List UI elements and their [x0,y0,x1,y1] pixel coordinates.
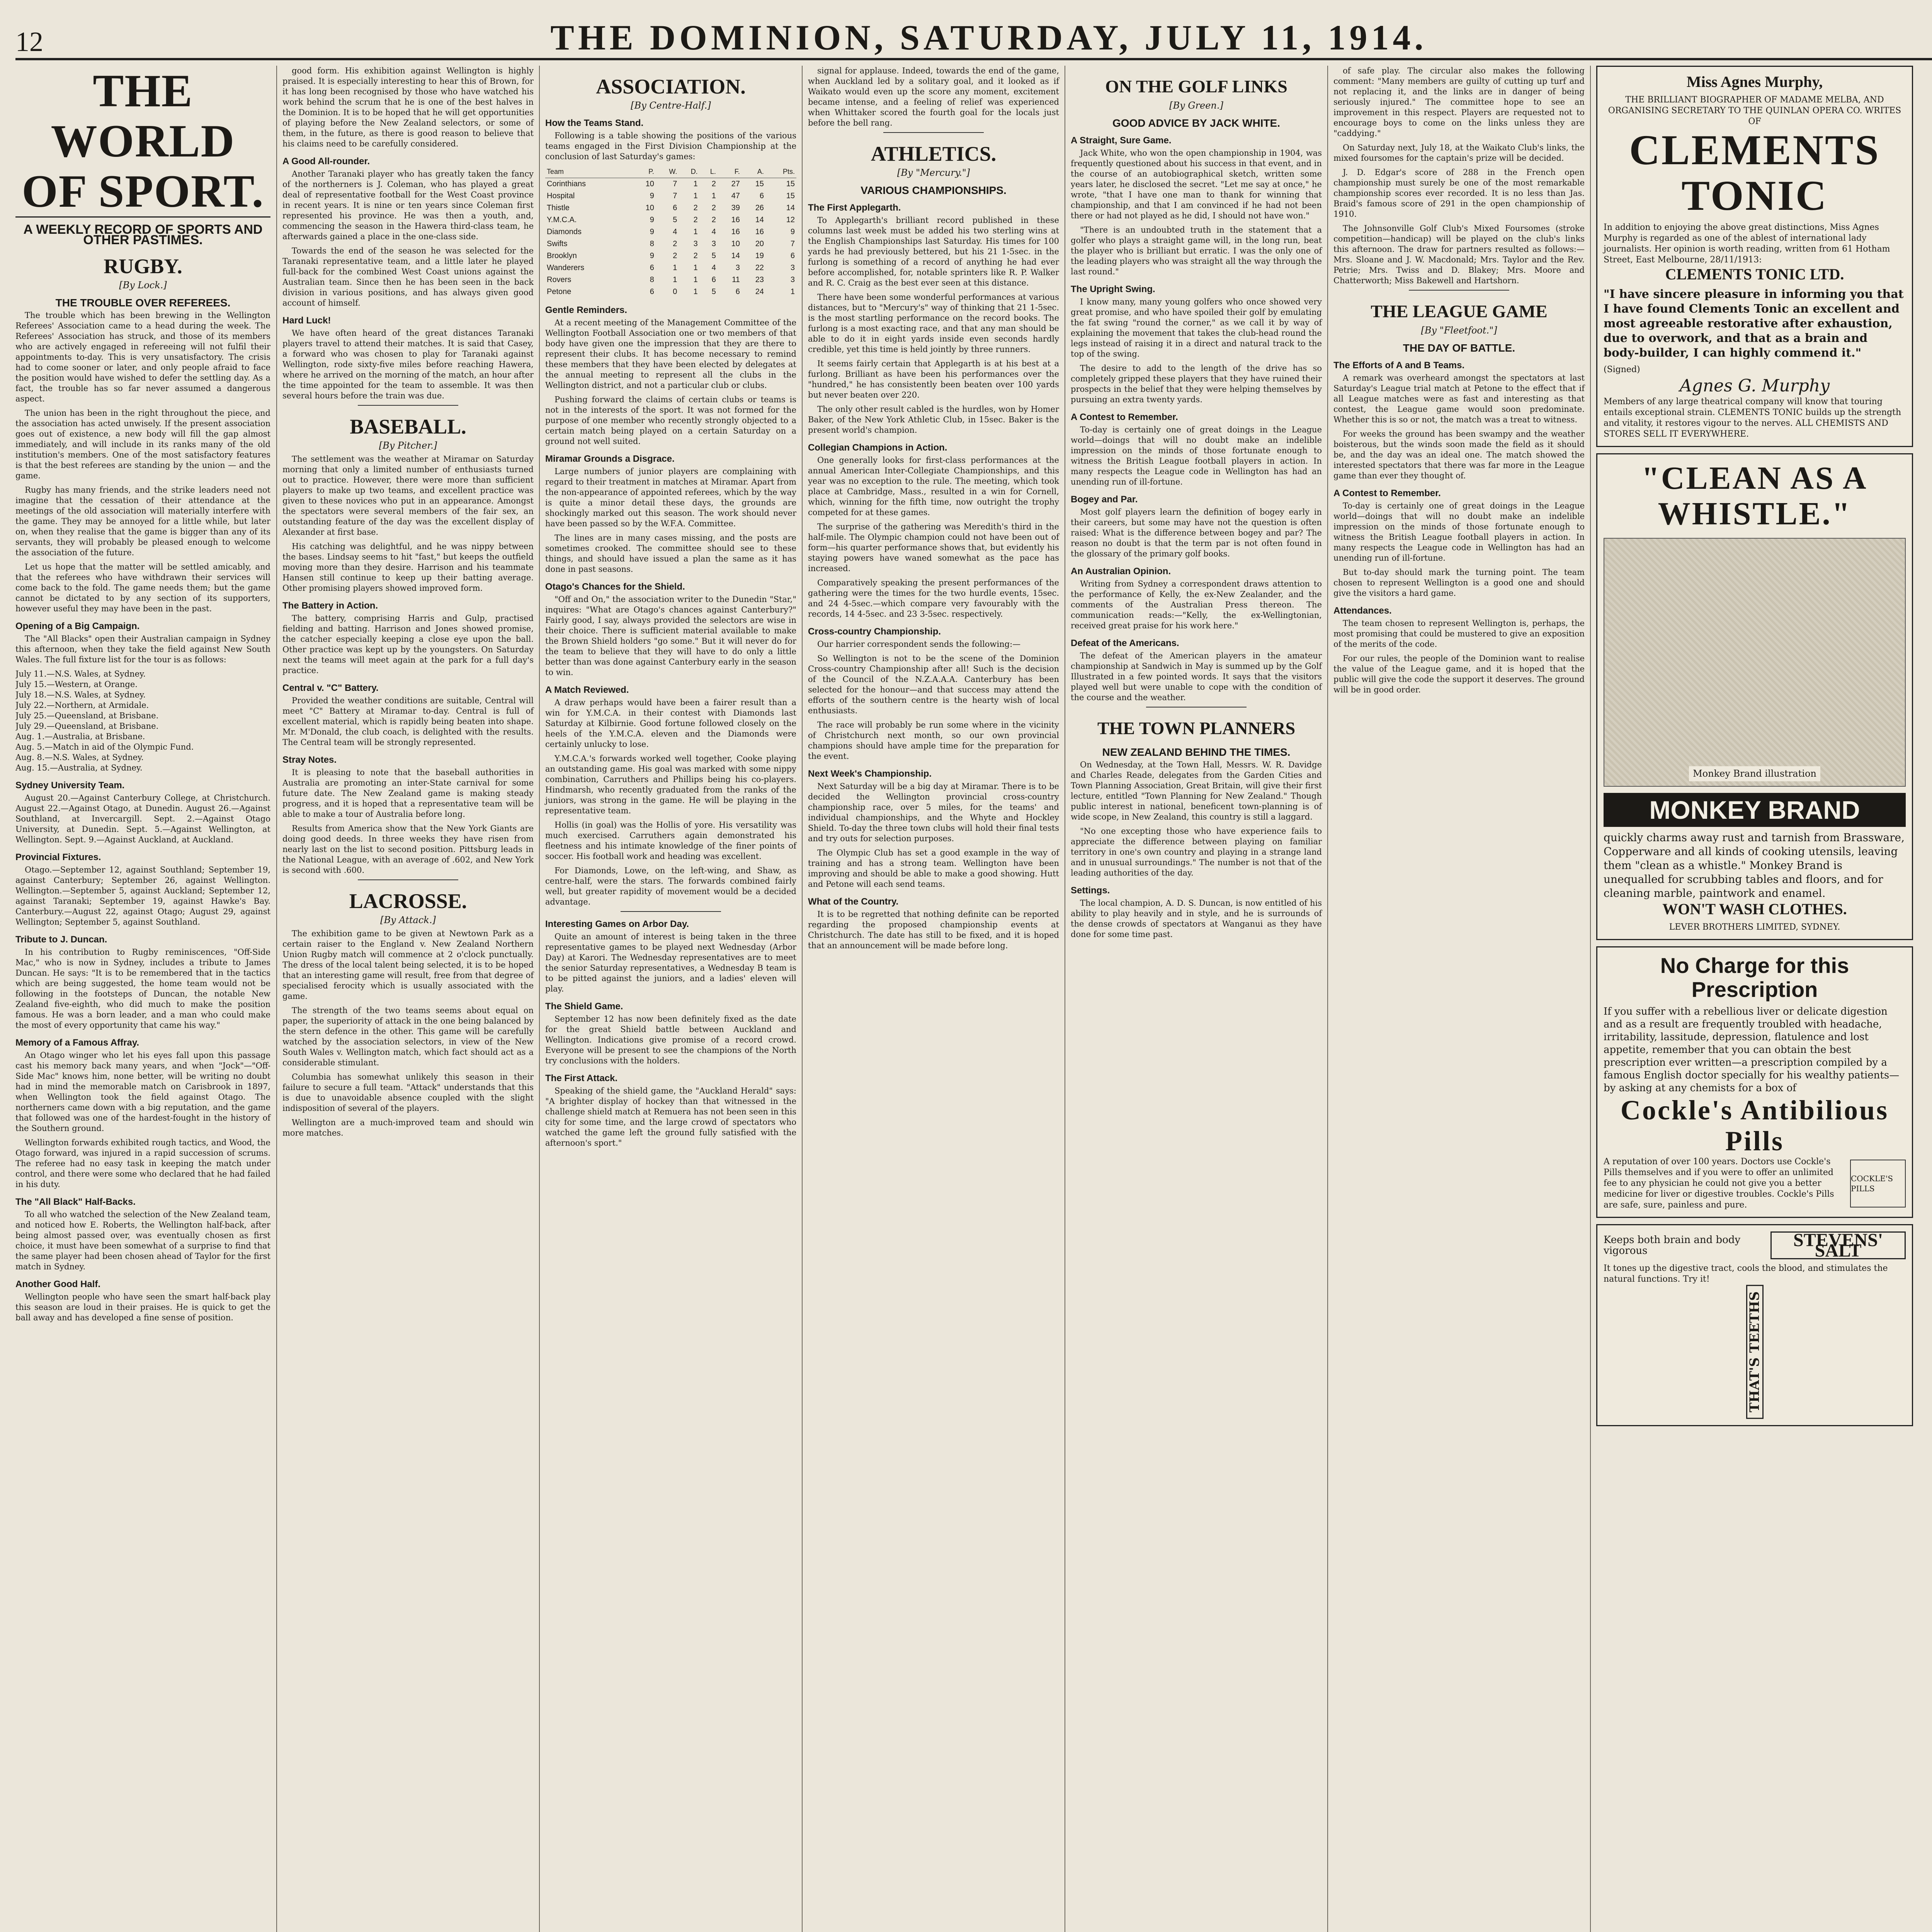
byline-golf: [By Green.] [1169,100,1223,111]
subhead: A Contest to Remember. [1071,412,1178,422]
table-cell: 27 [731,180,740,188]
subhead: Sydney University Team. [15,780,125,791]
article-paragraph: To all who watched the selection of the New Zealand team, and noticed how E. Roberts, the Wellington half-back, after being almost passed over, was eventually chosen as first choice, it must have been somewhat of a surprise to find that the same player had been chosen ahead of Taylor for the first match in Sydney. [15,1210,270,1271]
article-paragraph: Following is a table showing the positions of the various teams engaged in the First Division Championship at the conclusion of last Saturday's games: [545,131,796,161]
table-cell: 6 [673,204,677,212]
table-cell: 14 [755,216,764,224]
table-cell: 1 [790,287,795,296]
fixture-item: July 25.—Queensland, at Brisbane. [15,711,159,720]
article-paragraph: On Saturday next, July 18, at the Waikato Club's links, the mixed foursomes for the captain's prize will be decided. [1333,143,1585,163]
subhead: A Good All-rounder. [282,156,370,167]
table-row [545,202,796,214]
article-paragraph: A remark was overheard amongst the spectators at last Saturday's League trial match at Petone to the effect that if all League matches were as fast and interesting as that contest, the League game would soon predominate. Whether this is so or not, the match was a treat to witness. [1333,373,1585,424]
table-cell: 22 [755,264,764,272]
article-paragraph: J. D. Edgar's score of 288 in the French open championship must surely be one of the most remarkable championship scores ever recorded. It is no less than Jas. Braid's famous score of 291 in the open championship of 1910. [1333,168,1585,219]
subhead: What of the Country. [808,896,899,907]
heading-town-planners: THE TOWN PLANNERS [1097,718,1296,738]
byline-league: [By "Fleetfoot."] [1421,325,1497,336]
article-paragraph: So Wellington is not to be the scene of the Dominion Cross-country Championship after all! Such is the decision of the Council of the N.Z.A.A.A. Canterbury has been selected for the honour—and that success may attend the efforts of the southern centre is the hearty wish of local enthusiasts. [808,654,1059,715]
subhead: Central v. "C" Battery. [282,683,379,693]
article-paragraph: Provided the weather conditions are suitable, Central will meet "C" Battery at Miramar to-day. Central is full of excellent material, which is rapidly being beaten into shape. Mr. M'Donald, the club coach, is delighted with the results. The Central team will be strongly represented. [282,696,534,747]
table-cell: Wanderers [547,264,585,272]
table-cell: 3 [735,264,740,272]
table-cell: 5 [673,216,677,224]
table-cell: Petone [547,287,571,296]
article-paragraph: The desire to add to the length of the drive has so completely gripped these players that they have ruined their prospects in the belief that they were helping themselves by pursuing an extra twenty yards. [1071,364,1322,404]
table-cell: 15 [786,180,795,188]
table-cell: 2 [711,216,716,224]
table-cell: 6 [650,287,654,296]
table-cell: 15 [755,180,764,188]
subhead: An Australian Opinion. [1071,566,1171,577]
table-cell: 4 [673,228,677,236]
table-cell: 19 [755,252,764,260]
article-paragraph: Large numbers of junior players are complaining with regard to their treatment in matches at Miramar. Apart from the non-appearance of appointed referees, which by the way is quite a minor detail these days, the grounds are shockingly marked out this season. The work should never have been passed so by the W.F.A. Committee. [545,467,796,528]
article-paragraph: "No one excepting those who have experience fails to appreciate the difference between playing on familiar territory in one's own country and playing in a strange land and in unusual surroundings." The number is not that of the leading authorities of the day. [1071,827,1322,878]
fixture-item: Aug. 15.—Australia, at Sydney. [15,763,143,772]
ad-signature: Agnes G. Murphy [1679,376,1830,396]
article-paragraph: Columbia has somewhat unlikely this season in their failure to secure a full team. "Attack" understands that this is due to unavoidable absence coupled with the slight indisposition of several of the players. [282,1072,534,1113]
byline-rugby: [By Lock.] [119,280,167,291]
table-cell: 6 [759,192,764,200]
table-cell: 11 [732,276,740,284]
table-header: L. [699,166,718,178]
table-header: Team [545,166,632,178]
ad-stevens-row [1604,1231,1906,1259]
table-cell: 6 [711,276,716,284]
subhead: Tribute to J. Duncan. [15,934,107,945]
article-paragraph: Comparatively speaking the present performances of the gathering were the times for the two hurdle events, 15sec. and 24 4-5sec.—which compare very favourably with the records, 14 4-5sec. and 23 3-5sec. respectively. [808,578,1059,619]
subhead: Attendances. [1333,605,1392,616]
table-cell: 16 [731,216,740,224]
column-3 [539,66,802,1932]
article-paragraph: Next Saturday will be a big day at Miramar. There is to be decided the Wellington provincial cross-country championship race, over 5 miles, for the teams' and individual championships, and the Whyte and Hockley Shield. To-day the three town clubs will hold their final tests and try outs for selection purposes. [808,782,1059,843]
subhead: Cross-country Championship. [808,626,941,637]
column-5 [1065,66,1327,1932]
table-cell: 8 [650,276,654,284]
article-paragraph: The only other result cabled is the hurdles, won by Homer Baker, of the New York Athletic Club, in 15sec. Baker is the present world's champion. [808,405,1059,435]
subhead: Stray Notes. [282,755,337,765]
table-cell: 1 [693,192,698,200]
article-paragraph: The local champion, A. D. S. Duncan, is now entitled of his ability to play heavily and in style, and he is surrounds of the dense crowds of spectators at Wanganui as they have done for some time past. [1071,898,1322,939]
table-cell: 9 [650,252,654,260]
article-paragraph: For our rules, the people of the Dominion want to realise the value of the League game, and it is hoped that the public will give the code the support it deserves. The ground will be in good order. [1333,654,1585,694]
fixture-item: Aug. 5.—Match in aid of the Olympic Fund. [15,742,194,752]
fixture-item: Aug. 8.—N.S. Wales, at Sydney. [15,753,144,762]
column-4 [802,66,1065,1932]
table-header: P. [632,166,656,178]
section-kicker: A WEEKLY RECORD OF SPORTS AND OTHER PASTIMES. [23,222,263,247]
column-2 [276,66,539,1932]
table-cell: 1 [711,192,716,200]
table-row [545,238,796,250]
article-paragraph: Another Taranaki player who has greatly taken the fancy of the northerners is J. Coleman, who has played a great deal of representative football for the West Coast province in recent years. It is nine or ten years since Coleman first represented his province. He was then a youth, and, commencing the season in the Hawera third-class team, he afterwards gained a place in the one-class side. [282,169,534,241]
article-paragraph: The union has been in the right throughout the piece, and the association has acted unwisely. If the present association goes out of existence, a new body will fill the gap almost immediately, and will include in its ranks many of the old institution's members. One of the most satisfactory features is that the best referees are standing by the union — and the game. [15,408,270,480]
table-cell: Y.M.C.A. [547,216,577,224]
byline-baseball: [By Pitcher.] [379,440,437,451]
table-cell: 14 [786,204,795,212]
heading-baseball: BASEBALL. [350,415,466,438]
table-cell: Corinthians [547,180,586,188]
article-paragraph: It is pleasing to note that the baseball authorities in Australia are promoting an inter-State carnival for some future date. The New Zealand game is making steady progress, and it is hoped that a representative team will be able to make a tour of Australia before long. [282,768,534,819]
subhead-referees: THE TROUBLE OVER REFEREES. [55,297,231,309]
ad-text: THE BRILLIANT BIOGRAPHER OF MADAME MELBA, AND ORGANISING SECRETARY TO THE QUINLAN OPERA CO. WRITES OF [1608,95,1901,126]
article-paragraph: Quite an amount of interest is being taken in the three representative games to be played next Wednesday (Arbor Day) at Karori. The Wednesday representatives are to meet the senior Saturday representatives, a Wednesday B team is to be pitted against the juniors, and a ladies' eleven will play. [545,932,796,993]
table-cell: 1 [693,180,698,188]
subhead: The Upright Swing. [1071,284,1155,294]
divider [883,132,984,133]
table-cell: 15 [786,192,795,200]
table-header: D. [679,166,699,178]
table-cell: 9 [650,228,654,236]
article-paragraph: For Diamonds, Lowe, on the left-wing, and Shaw, as centre-half, were the stars. The forwards combined fairly well, but greater rapidity of movement would be a decided advantage. [545,866,796,906]
ad-illustration-caption: Monkey Brand illustration [1689,766,1820,781]
table-cell: 2 [673,252,677,260]
fixture-list [15,669,270,773]
divider [1409,290,1509,291]
table-cell: 9 [650,192,654,200]
table-cell: 4 [711,264,716,272]
table-cell: 7 [673,192,677,200]
article-paragraph: Hollis (in goal) was the Hollis of yore. His versatility was much exercised. Carruthers again demonstrated his fleetness and his intimate knowledge of the finer points of soccer. His football work and heading was excellent. [545,820,796,861]
subhead-behind-times: NEW ZEALAND BEHIND THE TIMES. [1102,746,1291,758]
table-cell: 9 [790,228,795,236]
fixture-item: Aug. 1.—Australia, at Brisbane. [15,732,145,741]
byline-lacrosse: [By Attack.] [380,915,436,925]
article-paragraph: Writing from Sydney a correspondent draws attention to the performance of Kelly, the ex-New Zealander, and the comments of the Australian Press thereon. The communication reads:—"Kelly, the ex-Wellingtonian, received great praise for his work here." [1071,579,1322,630]
subhead: Gentle Reminders. [545,305,628,315]
article-paragraph: To-day is certainly one of great doings in the League world—doings that will no doubt make an indelible impression on the minds of those fortunate enough to witness the British League football players in action. In many respects the League code in Wellington has had an unending run of ill-fortune. [1071,425,1322,486]
table-row [545,178,796,190]
article-paragraph: Wellington are a much-improved team and should win more matches. [282,1118,534,1138]
table-row [545,226,796,238]
article-paragraph: The lines are in many cases missing, and the posts are sometimes crooked. The committee should see to these things, and should have issued a plan the same as it has done in past seasons. [545,533,796,574]
article-paragraph: To-day is certainly one of great doings in the League world—doings that will no doubt make an indelible impression on the minds of those fortunate enough to witness the British League football players in action. In many respects the League code in Wellington has had an unending run of ill-fortune. [1333,501,1585,563]
table-cell: 1 [693,287,698,296]
article-paragraph: Let us hope that the matter will be settled amicably, and that the referees who have withdrawn their services will come back to the fold. The game needs them; but the game cannot be dictated to by any section of its supporters, however useful they may have been in the past. [15,562,270,613]
article-paragraph: "Off and On," the association writer to the Dunedin "Star," inquires: "What are Otago's chances against Canterbury?" Fairly good, I say, always provided the selectors are wise in their choice. There is sufficient material available to make the Brown Shield holders "go some." But it will never do for the team to believe that they will have to do only a little better than was done against Canterbury early in the season to win. [545,595,796,677]
article-paragraph: The strength of the two teams seems about equal on paper, the superiority of attack in the one being balanced by the stern defence in the other. This game will be carefully watched by the association selectors, in view of the New South Wales v. Wellington match, which fact should act as a considerable stimulant. [282,1006,534,1067]
ad-tagline: WON'T WASH CLOTHES. [1662,900,1847,918]
subhead: The "All Black" Half-Backs. [15,1197,136,1207]
table-row [545,190,796,202]
subhead-jack-white: GOOD ADVICE BY JACK WHITE. [1112,117,1281,129]
table-cell: Brooklyn [547,252,577,260]
article-paragraph: The trouble which has been brewing in the Wellington Referees' Association came to a head during the week. The Referees' Association has struck, and those of its members who are actively engaged in refereeing will not fulfil their appointments to-day. This is very unsatisfactory. The crisis had to come sooner or later, and only people afraid to face the position would have wished to defer the settling day. As a fact, the trouble has so far never assumed a dangerous aspect. [15,311,270,403]
newspaper-masthead-title: THE DOMINION, SATURDAY, JULY 11, 1914. [550,18,1427,57]
heading-athletics: ATHLETICS. [871,142,997,165]
subhead: Next Week's Championship. [808,769,932,779]
table-cell: 2 [693,252,698,260]
table-cell: 1 [673,276,677,284]
article-paragraph: Pushing forward the claims of certain clubs or teams is not in the interests of the sport. It was not formed for the purpose of one member who recently strongly objected to a certain match being played on a certain Saturday on a ground not well suited. [545,395,796,446]
article-paragraph: For weeks the ground has been swampy and the weather boisterous, but the winds soon made the field as it should be, and the day was an ideal one. The match showed the interested spectators that there was far more in the League game than ever they thought of. [1333,429,1585,480]
table-cell: 4 [711,228,716,236]
section-title-world-of-sport: THE WORLD OF SPORT. [15,66,270,218]
table-cell: 10 [645,204,654,212]
article-paragraph: Towards the end of the season he was selected for the Taranaki representative team, and a little later he played full-back for the combined West Coast unions against the Australian team. Since then he has been seen in the back division in various positions, and has always given good account of himself. [282,246,534,308]
table-cell: 47 [731,192,740,200]
ad-recipient: CLEMENTS TONIC LTD. [1665,265,1844,283]
table-header: Pts. [765,166,796,178]
subhead: Miramar Grounds a Disgrace. [545,454,675,464]
ad-brand: Cockle's Antibilious Pills [1620,1095,1889,1156]
article-paragraph: The Johnsonville Golf Club's Mixed Foursomes (stroke competition—handicap) will be played on the club's links this afternoon. The draw for partners resulted as follows:—Mrs. Sloane and J. W. Macdonald; Mrs. Taylor and the Rev. Petrie; Mrs. Twiss and D. Blakey; Mrs. Moore and Chatterworth; Miss Bakewell and Hartshorn. [1333,224,1585,285]
table-cell: 5 [711,252,716,260]
article-paragraph: The Olympic Club has set a good example in the way of training and has a strong team. Wellington have been improving and should be able to make a good showing. Hutt and Petone will each send teams. [808,848,1059,889]
table-cell: 2 [673,240,677,248]
subhead: Provincial Fixtures. [15,852,101,862]
table-cell: 23 [755,276,764,284]
ad-side-text: THAT'S TEETHS [1746,1285,1764,1419]
subhead: Opening of a Big Campaign. [15,621,140,631]
article-paragraph: In his contribution to Rugby reminiscences, "Off-Side Mac," who is now in Sydney, includes a tribute to James Duncan. He says: "It is to be remembered that in the tactics which are being suggested, the home team would not be following in the footsteps of Duncan, the notable New Zealand five-eighth, who did much to make the position famous. He was a born leader, and a man who could make the most of every opportunity that came his way." [15,947,270,1030]
table-header: W. [656,166,679,178]
table-cell: 39 [731,204,740,212]
article-paragraph: We have often heard of the great distances Taranaki players travel to attend their matches. It is said that Casey, a forward who was chosen to play for Taranaki against Wellington, rode sixty-five miles before reaching Hawera, where he arrived on the morning of the match, an hour after the time appointed for the team to assemble. It was then several hours before the train was due. [282,328,534,400]
article-paragraph: Wellington forwards exhibited rough tactics, and Wood, the Otago forward, was injured in a rapid succession of scrums. The referee had no easy task in keeping the match under control, and there were some who declared that he had failed in his duty. [15,1138,270,1189]
table-row [545,274,796,286]
fixture-item: July 11.—N.S. Wales, at Sydney. [15,669,146,679]
article-paragraph: Rugby has many friends, and the strike leaders need not imagine that the cessation of their attendance at the meetings of the old association will materially interfere with the game. They may be annoyed for a little while, but later on, when they realise that the game is bigger than any of its servants, they will probably be pleased enough to welcome the association of the future. [15,485,270,557]
table-cell: 6 [650,264,654,272]
pill-box-icon: COCKLE'S PILLS [1850,1160,1906,1208]
column-1 [15,66,276,1932]
article-paragraph: There have been some wonderful performances at various distances, but to "Mercury's" way of thinking that 21 1-5sec. is the most startling performance on the record books. The furlong is a most exacting race, and that any man should be able to do it in eight yards inside even seconds hardly credible, yet this time is held jointly by three runners. [808,293,1059,354]
championship-table [545,166,796,298]
ad-cockles-pills [1596,946,1913,1218]
fixture-item: July 22.—Northern, at Armidale. [15,701,149,710]
subhead: A Contest to Remember. [1333,488,1441,498]
byline-association: [By Centre-Half.] [631,100,711,111]
subhead: The First Applegarth. [808,202,901,213]
table-cell: 0 [673,287,677,296]
table-cell: 6 [790,252,795,260]
table-cell: 12 [786,216,795,224]
table-cell: 1 [673,264,677,272]
subhead: Bogey and Par. [1071,494,1138,505]
subhead-day-of-battle: THE DAY OF BATTLE. [1403,342,1515,354]
subhead: The First Attack. [545,1073,618,1083]
fixture-item: July 18.—N.S. Wales, at Sydney. [15,690,146,699]
article-paragraph: The "All Blacks" open their Australian campaign in Sydney this afternoon, when they take the field against New South Wales. The full fixture list for the tour is as follows: [15,634,270,664]
table-cell: 3 [693,240,698,248]
table-cell: Diamonds [547,228,582,236]
ad-text: It tones up the digestive tract, cools the blood, and stimulates the natural functions. Try it! [1604,1264,1888,1284]
table-cell: 1 [693,228,698,236]
article-paragraph: I know many, many young golfers who once showed very great promise, and who have spoiled their golf by emulating the fat swing "round the corner," as we call it by way of explaining the movement that takes the club-head round the legs instead of raising it in a direct and natural track to the top of the swing. [1071,297,1322,359]
subhead: The Shield Game. [545,1001,623,1012]
ad-maker: LEVER BROTHERS LIMITED, SYDNEY. [1669,922,1840,932]
ad-signed-label: (Signed) [1604,365,1640,374]
table-cell: 10 [645,180,654,188]
table-cell: 26 [755,204,764,212]
subhead-championships: VARIOUS CHAMPIONSHIPS. [861,184,1007,196]
divider [358,879,458,880]
table-cell: 2 [693,204,698,212]
table-row [545,250,796,262]
table-cell: Thistle [547,204,570,212]
subhead: A Match Reviewed. [545,685,629,695]
fixture-item: July 15.—Western, at Orange. [15,680,138,689]
article-paragraph: Otago.—September 12, against Southland; September 19, against Canterbury; September 26, against Wellington. Wellington.—September 5, against Auckland; September 12, against Taranaki; September 19, against Hawke's Bay. Canterbury.—August 22, against Otago; August 29, against Wellington; September 5, against Southland. [15,865,270,927]
ad-headline: No Charge for this Prescription [1660,953,1849,1002]
article-paragraph: One generally looks for first-class performances at the annual American Inter-Collegiate Championships, and this year was no exception to the rule. The meeting, which took place at Cambridge, Mass., resulted in a win for Cornell, which, winning for the fifth time, now outright the trophy competed for at these games. [808,456,1059,517]
article-paragraph: At a recent meeting of the Management Committee of the Wellington Football Association one or two members of that body have given one the impression that they are there to represent their clubs. It has become necessary to remind these members that they have been elected by delegates at the annual meeting to represent all the clubs in the Wellington district, and not a particular club or clubs. [545,318,796,390]
subhead: Another Good Half. [15,1279,100,1289]
heading-league-game: THE LEAGUE GAME [1371,301,1548,321]
subhead: A Straight, Sure Game. [1071,135,1172,146]
table-row [545,214,796,226]
article-paragraph: The exhibition game to be given at Newtown Park as a certain raiser to the England v. New Zealand Northern Union Rugby match will commence at 2 o'clock punctually. The dress of the local talent being selected, it is to be hoped that an interesting game will result, free from that degree of specialised ferocity which is usually associated with the game. [282,929,534,1001]
subhead: Collegian Champions in Action. [808,442,947,453]
heading-rugby: RUGBY. [104,255,182,278]
article-paragraph: Results from America show that the New York Giants are doing good deeds. In three weeks they have risen from nearly last on the list to second position. Pittsburg leads in the National League, with an average of .602, and New York is second with .600. [282,824,534,875]
subhead: Interesting Games on Arbor Day. [545,919,689,929]
table-cell: 3 [790,264,795,272]
table-cell: 16 [755,228,764,236]
table-cell: 14 [731,252,740,260]
ad-headline: "CLEAN AS A WHISTLE." [1641,460,1868,532]
article-paragraph: Most golf players learn the definition of bogey early in their careers, but some may have not the question is often raised: What is the difference between bogey and par? The reason no doubt is that the term par is not often found in the glossary of the primary golf books. [1071,507,1322,558]
table-header: F. [718,166,742,178]
ad-headline: Keeps both brain and body vigorous [1604,1234,1741,1257]
subhead: Memory of a Famous Affray. [15,1037,139,1048]
subhead: Settings. [1071,885,1110,896]
article-paragraph: On Wednesday, at the Town Hall, Messrs. W. R. Davidge and Charles Reade, delegates from the Garden Cities and Town Planning Association, Great Britain, will give their first lecture, entitled "Town Planning for New Zealand." Though public interest in national, beneficent town-planning is of wide scope, in New Zealand, this country is still a laggard. [1071,760,1322,821]
column-6 [1327,66,1590,1932]
table-cell: 1 [693,264,698,272]
table-cell: Hospital [547,192,575,200]
ad-stevens-salt [1596,1224,1913,1426]
ad-brand: CLEMENTS TONIC [1629,126,1880,219]
ad-text: quickly charms away rust and tarnish from Brassware, Copperware and all kinds of cooking utensils, leaving them "clean as a whistle." Monkey Brand is unequalled for scrubbing tables and floors, and for cleaning marble, paintwork and enamel. [1604,831,1905,900]
article-paragraph: of safe play. The circular also makes the following comment: "Many members are guilty of cutting up turf and not replacing it, and the links are in danger of being seriously injured." The committee hope to see an improvement in this respect. Players are requested not to encourage boys to come on the links unless they are "caddying." [1333,66,1585,138]
ad-footer: A reputation of over 100 years. Doctors use Cockle's Pills themselves and if you were to offer an unlimited fee to any physician he could not give you a better medicine for liver or digestive troubles. Cockle's Pills are safe, sure, painless and pure. [1604,1157,1834,1210]
article-paragraph: The race will probably be run some where in the vicinity of Christchurch next month, so our own provincial champions should have ample time for the preparation for the event. [808,720,1059,761]
table-cell: 7 [673,180,677,188]
table-cell: 2 [693,216,698,224]
table-cell: 2 [711,180,716,188]
ad-clements-tonic [1596,66,1913,447]
table-cell: 3 [790,276,795,284]
masthead [15,15,1932,60]
ad-footer: Members of any large theatrical company will know that touring entails exceptional strain. CLEMENTS TONIC builds up the strength and vitality, it restores vigour to the nerves. ALL CHEMISTS AND STORES SELL IT EVERYWHERE. [1604,397,1901,439]
article-paragraph: But to-day should mark the turning point. The team chosen to represent Wellington is a good one and should give the visitors a hard game. [1333,568,1585,598]
heading-lacrosse: LACROSSE. [349,889,467,913]
subhead: How the Teams Stand. [545,118,644,128]
ad-headline: Miss Agnes Murphy, [1686,73,1823,90]
article-paragraph: "There is an undoubted truth in the statement that a golfer who plays a straight game will, in the long run, beat the player who is brilliant but erratic. I was the only one of the leading players who was straight all the way through the last round." [1071,225,1322,276]
article-paragraph: Wellington people who have seen the smart half-back play this season are loud in their praises. He is quick to get the ball away and has developed a fine sense of position. [15,1292,270,1322]
table-row [545,286,796,298]
article-paragraph: An Otago winger who let his eyes fall upon this passage cast his memory back many years, and when "Jock"—"Off-Side Mac" knows him, none better, will be writing no doubt had in mind the memorable match on Carisbrook in 1897, when Wellington took the field against Otago. The northerners came down with a big reputation, and the game that followed was one of the hardest-fought in the history of the Southern ground. [15,1051,270,1133]
article-paragraph: The settlement was the weather at Miramar on Saturday morning that only a limited number of enthusiasts turned out to practice. However, there were more than sufficient players to make up two teams, and excellent practice was given to these novices who put in an appearance. Amongst the spectators were several members of the fair sex, an outstanding feature of the day was the excellent display of Alexander at first base. [282,454,534,537]
table-cell: 7 [790,240,795,248]
table-cell: 5 [711,287,716,296]
divider [621,911,721,912]
ad-brand: MONKEY BRAND [1604,793,1906,827]
subhead: The Efforts of A and B Teams. [1333,360,1465,371]
ad-product-row [1604,1156,1906,1211]
table-cell: 24 [755,287,764,296]
ad-illustration [1604,538,1906,787]
page-number: 12 [15,26,43,57]
article-paragraph: It is to be regretted that nothing definite can be reported regarding the proposed championship events at Christchurch. The date has still to be fixed, and it is hoped that an announcement will be made before long. [808,910,1059,950]
article-paragraph: It seems fairly certain that Applegarth is at his best at a furlong. Brilliant as have been his performances over the "hundred," he has consistently been beaten over 100 yards but never beaten over 220. [808,359,1059,400]
article-paragraph: Y.M.C.A.'s forwards worked well together, Cooke playing an outstanding game. His goal was marked with some nippy combination, Carruthers and Phillips being his co-players. Hindmarsh, who recently graduated from the ranks of the juniors, was strong in the game. He will be playing in the representative team. [545,754,796,815]
ad-monkey-brand [1596,453,1913,940]
table-header-row [545,166,796,178]
article-paragraph: His catching was delightful, and he was nippy between the bases. Lindsay seems to hit "fast," but keeps the outfield moving more than they desire. Harrison and his teammate Hansen still continue to keep up their batting average. Other promising players showed improved form. [282,542,534,593]
article-paragraph: September 12 has now been definitely fixed as the date for the great Shield battle between Auckland and Wellington. Indications give promise of a record crowd. Everyone will be present to see the champions of the North try conclusions with the holders. [545,1014,796,1065]
subhead: Defeat of the Americans. [1071,638,1179,648]
article-paragraph: August 20.—Against Canterbury College, at Christchurch. August 22.—Against Otago, at Dunedin. August 26.—Against Southland, at Invercargill. Sept. 2.—Against Otago University, at Dunedin. Sept. 5.—Against Wellington, at Wellington. Sept. 9.—Against Auckland, at Auckland. [15,793,270,844]
table-cell: 3 [711,240,716,248]
ad-testimonial: "I have sincere pleasure in informing you that I have found Clements Tonic an excellent and most agreeable restorative after exhaustion, due to overwork, and that as a brain and body-builder, I can highly commend it." [1604,287,1904,360]
column-7-advertisements [1590,66,1918,1932]
article-paragraph: The defeat of the American players in the amateur championship at Sandwich in May is summed up by the Golf Illustrated in a few pointed words. It says that the visitors played well but were unable to cope with the condition of the course and the weather. [1071,651,1322,702]
table-cell: 2 [711,204,716,212]
ad-brand: STEVENS' SALT [1770,1231,1906,1259]
table-cell: 8 [650,240,654,248]
article-paragraph: signal for applause. Indeed, towards the end of the game, when Auckland led by a solitary goal, and it looked as if Waikato would even up the score any moment, excitement became intense, and a feeling of relief was experienced when Whittaker scored the fourth goal for the locals just before the bell rang. [808,66,1059,128]
subhead: Hard Luck! [282,315,331,326]
subhead: Otago's Chances for the Shield. [545,582,685,592]
article-paragraph: The surprise of the gathering was Meredith's third in the half-mile. The Olympic champion could not have been out of form—his quarter performance shows that, but evidently his staying powers have waned somewhat as the pace has increased. [808,522,1059,573]
table-cell: 16 [731,228,740,236]
table-cell: 9 [650,216,654,224]
article-paragraph: Jack White, who won the open championship in 1904, was frequently questioned about his success in that event, and in the course of an autobiographical sketch, written some years later, he disclosed the secret. "Let me say at once," he wrote, "that I have one man to thank for winning that championship, and that I am convinced if he had not been there or had not played as he did, I should not have won." [1071,148,1322,220]
article-paragraph: Our harrier correspondent sends the following:— [817,639,1021,649]
subhead: The Battery in Action. [282,600,378,611]
heading-golf: ON THE GOLF LINKS [1105,77,1287,96]
table-cell: 10 [731,240,740,248]
ad-text: If you suffer with a rebellious liver or delicate digestion and as a result are frequently troubled with headache, irritability, lassitude, depression, flatulence and lost appetite, remember that you can obtain the best prescription ever written—a prescription compiled by a famous English doctor specially for his wealthy patients—by asking at any chemists for a box of [1604,1006,1900,1094]
ad-text: In addition to enjoying the above great distinctions, Miss Agnes Murphy is regarded as one of the ablest of international lady journalists. Her opinion is worth reading, written from 61 Hotham Street, East Melbourne, 28/11/1913: [1604,223,1890,265]
table-header: A. [742,166,765,178]
article-paragraph: Speaking of the shield game, the "Auckland Herald" says: "A brighter display of hockey than that witnessed in the challenge shield match at Remuera has not been seen in this city for some time, and the large crowd of spectators who watched the game left the ground fully satisfied with the afternoon's sport." [545,1086,796,1148]
table-cell: Swifts [547,240,568,248]
heading-association: ASSOCIATION. [596,75,746,98]
article-paragraph: To Applegarth's brilliant record published in these columns last week must be added his two sterling wins at the English Championships last Saturday. His times for 100 yards he had previously bettered, but his 21 1-5sec. in the furlong is something of a record of anything he had ever before accomplished, for, notable sprinters like R. P. Walker and R. C. Craig as the best ever seen at this distance. [808,216,1059,287]
table-cell: 1 [693,276,698,284]
article-paragraph: A draw perhaps would have been a fairer result than a win for Y.M.C.A. in their contest with Diamonds last Saturday at Kilbirnie. Good fortune followed closely on the heels of the Y.M.C.A. eleven and the Diamonds were certainly unlucky to lose. [545,698,796,749]
table-cell: Rovers [547,276,571,284]
article-paragraph: The team chosen to represent Wellington is, perhaps, the most promising that could be mustered to give an exposition of the merits of the code. [1333,619,1585,649]
article-paragraph: good form. His exhibition against Wellington is highly praised. It is especially interesting to hear this of Brown, for it has long been recognised by those who have watched his work behind the scrum that he is one of the best halves in the Dominion. It is to be hoped that he will get opportunities of playing before the New Zealand selectors, or some of them, in the future, as there is good reason to believe that his claims need to be carefully considered. [282,66,534,148]
byline-athletics: [By "Mercury."] [897,167,970,178]
table-row [545,262,796,274]
table-body [545,178,796,298]
fixture-item: July 29.—Queensland, at Brisbane. [15,721,159,731]
article-paragraph: The battery, comprising Harris and Gulp, practised fielding and batting. Harrison and Jones showed promise, the catcher especially keeping a close eye upon the ball. Other practice was kept up by the youngsters. On Saturday next the teams will meet again at the park for a full day's practice. [282,614,534,675]
divider [358,405,458,406]
table-cell: 20 [755,240,764,248]
table-cell: 6 [735,287,740,296]
